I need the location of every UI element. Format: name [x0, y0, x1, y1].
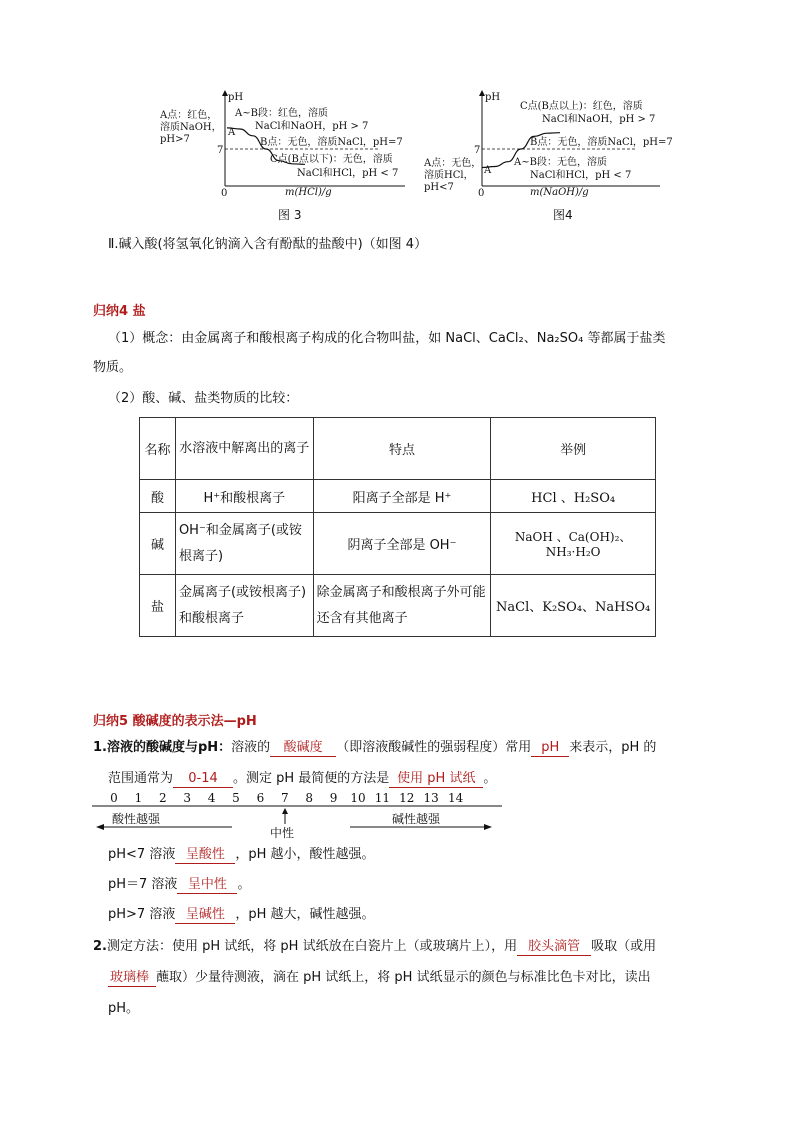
- fig3-tick-7: 7: [217, 145, 224, 156]
- answer-blank: pH: [531, 739, 569, 757]
- table-cell: 阳离子全部是 H⁺: [313, 480, 491, 513]
- fig4-c-note-1: C点(B点以上)：红色，溶质: [520, 101, 643, 112]
- fig4-c-note-2: NaCl和NaOH，pH > 7: [542, 114, 656, 125]
- fig4-left-note-2: 溶质HCl，: [424, 170, 474, 181]
- table-cell: HCl 、H₂SO₄: [491, 480, 656, 513]
- table-row: [140, 480, 656, 513]
- ph-para-number: 1.: [93, 740, 107, 755]
- table-cell: OH⁻和金属离子(或铵根离子): [175, 513, 313, 575]
- ph-para-text: 来表示，pH 的: [569, 740, 657, 755]
- table-header-row: [140, 418, 656, 480]
- fig4-caption: 图4: [553, 208, 573, 222]
- figure-3: [155, 88, 415, 203]
- ph-scale-number: 1: [134, 791, 143, 805]
- answer-blank: 胶头滴管: [517, 938, 591, 956]
- fig4-ab-note-1: A~B段：无色，溶质: [514, 157, 607, 168]
- ph-para-text: 。测定 pH 最简便的方法是: [233, 771, 390, 786]
- method-line-1: [93, 932, 656, 962]
- section-2-line: Ⅱ.碱入酸(将氢氧化钠滴入含有酚酞的盐酸中)（如图 4）: [108, 237, 428, 252]
- ph-scale-number: 3: [183, 791, 192, 805]
- table-cell: NaCl、K₂SO₄、NaHSO₄: [491, 575, 656, 637]
- ph-scale: [92, 790, 502, 840]
- fig3-left-note-1: A点：红色，: [160, 110, 218, 121]
- table-cell: 阴离子全部是 OH⁻: [313, 513, 491, 575]
- method-text: 吸取（或用: [591, 939, 657, 954]
- salt-concept-line-2: 物质。: [93, 360, 133, 375]
- fig3-c-note-1: C点(B点以下)：无色，溶质: [270, 154, 393, 165]
- fig4-point-a: A: [484, 165, 492, 176]
- method-text: 蘸取）少量待测液，滴在 pH 试纸上，将 pH 试纸显示的颜色与标准比色卡对比，读出: [156, 970, 651, 985]
- ph-scale-number: 10: [350, 791, 366, 805]
- ph-line-text: pH>7 溶液: [108, 907, 176, 922]
- section-5-heading: 归纳5 酸碱度的表示法—pH: [93, 714, 257, 729]
- ph-line-text: ，pH 越小，酸性越强。: [235, 847, 375, 862]
- ph-line-text: ，pH 越大，碱性越强。: [235, 907, 375, 922]
- table-cell: H⁺和酸根离子: [175, 480, 313, 513]
- fig3-left-note-3: pH>7: [160, 134, 190, 145]
- method-line-2: [108, 963, 651, 993]
- base-stronger-label: 碱性越强: [392, 812, 441, 826]
- answer-blank: 呈酸性: [175, 846, 235, 864]
- fig4-ab-note-2: NaCl和HCl，pH < 7: [530, 170, 632, 181]
- acid-stronger-label: 酸性越强: [112, 812, 161, 826]
- ph-scale-number: 0: [110, 791, 118, 805]
- fig3-b-note: B点：无色，溶质NaCl，pH=7: [260, 137, 403, 148]
- neutral-label: 中性: [270, 826, 295, 840]
- ph-para-text: 。: [483, 771, 497, 786]
- ph-greater-than-7-line: [108, 900, 375, 930]
- ph-para-text: 溶液的: [231, 740, 271, 755]
- table-row: [140, 575, 656, 637]
- table-cell: 酸: [140, 480, 176, 513]
- table-cell: NaOH 、Ca(OH)₂、NH₃·H₂O: [491, 513, 656, 575]
- figure-4: [420, 88, 680, 203]
- ph-equal-7-line: [108, 870, 250, 900]
- table-header-cell: 名称: [140, 418, 176, 480]
- ph-scale-number: 7: [280, 791, 289, 805]
- fig3-ab-note-2: NaCl和NaOH，pH > 7: [255, 121, 369, 132]
- salt-concept-line-1: （1）概念：由金属离子和酸根离子构成的化合物叫盐，如 NaCl、CaCl₂、Na₂SO₄ 等都属于盐类: [108, 331, 666, 346]
- ph-scale-number: 12: [399, 791, 415, 805]
- fig4-left-note-3: pH<7: [424, 182, 454, 193]
- answer-blank: 玻璃棒: [108, 969, 156, 987]
- fig3-left-note-2: 溶质NaOH，: [160, 122, 222, 133]
- section-4-heading: 归纳4 盐: [93, 304, 146, 319]
- answer-blank: 使用 pH 试纸: [389, 770, 483, 788]
- ph-scale-numbers: [110, 791, 463, 805]
- fig4-x-axis-label: m(NaOH)/g: [530, 187, 589, 198]
- fig4-y-axis-label: pH: [485, 92, 501, 103]
- method-line-3: pH。: [108, 1001, 140, 1016]
- ph-scale-number: 5: [232, 791, 240, 805]
- table-header-cell: 水溶液中解离出的离子: [175, 418, 313, 480]
- ph-scale-number: 13: [423, 791, 439, 805]
- fig3-x-axis-label: m(HCl)/g: [285, 187, 332, 198]
- ph-paragraph-line-1: [93, 733, 656, 763]
- fig3-origin: 0: [221, 188, 228, 199]
- fig4-origin: 0: [478, 188, 485, 199]
- compare-title: （2）酸、碱、盐类物质的比较：: [108, 391, 299, 406]
- comparison-table: [139, 417, 656, 637]
- fig3-caption: 图 3: [278, 208, 302, 222]
- ph-scale-number: 11: [374, 791, 391, 805]
- answer-blank: 呈碱性: [175, 906, 235, 924]
- ph-scale-number: 9: [329, 791, 338, 805]
- ph-scale-number: 8: [305, 791, 314, 805]
- ph-less-than-7-line: [108, 840, 375, 870]
- ph-line-text: pH<7 溶液: [108, 847, 176, 862]
- ph-scale-number: 4: [207, 791, 216, 805]
- ph-line-text: 。: [237, 877, 251, 892]
- fig4-b-note: B点：无色，溶质NaCl，pH=7: [530, 137, 673, 148]
- answer-blank: 呈中性: [177, 876, 237, 894]
- answer-blank: 酸碱度: [270, 739, 336, 757]
- fig3-point-a: A: [228, 127, 236, 138]
- fig3-y-axis-label: pH: [228, 92, 244, 103]
- ph-scale-number: 14: [447, 791, 464, 805]
- fig4-tick-7: 7: [474, 145, 481, 156]
- ph-para-text: 范围通常为: [108, 771, 174, 786]
- method-number: 2.: [93, 939, 107, 954]
- table-cell: 除金属离子和酸根离子外可能还含有其他离子: [313, 575, 491, 637]
- method-text: 测定方法：使用 pH 试纸，将 pH 试纸放在白瓷片上（或玻璃片上），用: [106, 939, 518, 954]
- fig3-ab-note-1: A~B段：红色，溶质: [235, 108, 328, 119]
- table-cell: 碱: [140, 513, 176, 575]
- table-header-cell: 举例: [491, 418, 656, 480]
- ph-scale-number: 6: [256, 791, 265, 805]
- ph-para-bold: 溶液的酸碱度与pH：: [106, 740, 232, 755]
- table-cell: 金属离子(或铵根离子)和酸根离子: [175, 575, 313, 637]
- table-row: [140, 513, 656, 575]
- fig4-left-note-1: A点：无色，: [424, 158, 482, 169]
- table-cell: 盐: [140, 575, 176, 637]
- ph-para-text: （即溶液酸碱性的强弱程度）常用: [336, 740, 532, 755]
- ph-line-text: pH＝7 溶液: [108, 877, 178, 892]
- fig3-c-note-2: NaCl和HCl，pH < 7: [297, 168, 399, 179]
- answer-blank: 0-14: [173, 770, 233, 788]
- ph-scale-number: 2: [158, 791, 167, 805]
- table-header-cell: 特点: [313, 418, 491, 480]
